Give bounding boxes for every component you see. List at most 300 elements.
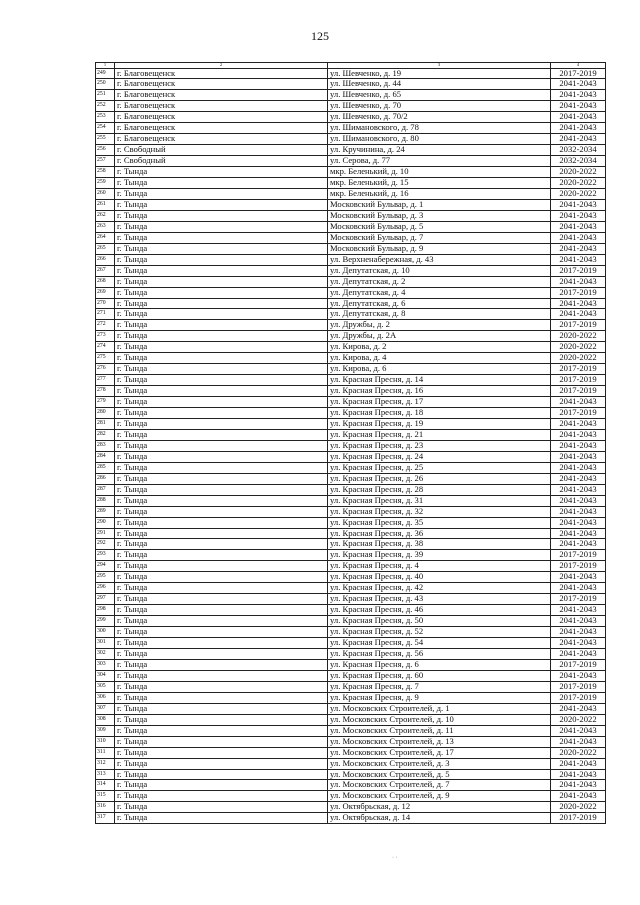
table-row <box>96 364 606 375</box>
city-cell: г. Тында <box>115 638 328 649</box>
city-cell: г. Тында <box>115 517 328 528</box>
period-cell: 2017-2019 <box>551 320 606 331</box>
table-row <box>96 221 606 232</box>
address-cell: ул. Красная Пресня, д. 6 <box>328 659 551 670</box>
address-cell: Московский Бульвар, д. 7 <box>328 232 551 243</box>
period-cell: 2041-2043 <box>551 605 606 616</box>
period-cell: 2020-2022 <box>551 188 606 199</box>
address-cell: ул. Московских Строителей, д. 10 <box>328 714 551 725</box>
period-cell: 2017-2019 <box>551 692 606 703</box>
city-cell: г. Тында <box>115 265 328 276</box>
period-cell: 2020-2022 <box>551 747 606 758</box>
period-cell: 2041-2043 <box>551 298 606 309</box>
row-number: 267 <box>96 265 115 276</box>
row-number: 255 <box>96 134 115 145</box>
period-cell: 2041-2043 <box>551 221 606 232</box>
address-cell: мкр. Беленький, д. 10 <box>328 167 551 178</box>
city-cell: г. Благовещенск <box>115 134 328 145</box>
table-row <box>96 528 606 539</box>
table-row <box>96 561 606 572</box>
table-row <box>96 320 606 331</box>
row-number: 289 <box>96 506 115 517</box>
address-cell: ул. Красная Пресня, д. 23 <box>328 440 551 451</box>
period-cell: 2017-2019 <box>551 408 606 419</box>
row-number: 288 <box>96 495 115 506</box>
table-row <box>96 386 606 397</box>
address-cell: ул. Красная Пресня, д. 24 <box>328 451 551 462</box>
city-cell: г. Тында <box>115 572 328 583</box>
table-row <box>96 572 606 583</box>
period-cell: 2041-2043 <box>551 495 606 506</box>
table-row <box>96 123 606 134</box>
period-cell: 2020-2022 <box>551 802 606 813</box>
period-cell: 2017-2019 <box>551 681 606 692</box>
row-number: 305 <box>96 681 115 692</box>
period-cell: 2041-2043 <box>551 440 606 451</box>
header-cell-1: 1 <box>96 63 115 69</box>
row-number: 308 <box>96 714 115 725</box>
address-cell: ул. Шимановского, д. 78 <box>328 123 551 134</box>
row-number: 314 <box>96 780 115 791</box>
address-cell: ул. Красная Пресня, д. 21 <box>328 429 551 440</box>
table-row <box>96 616 606 627</box>
row-number: 316 <box>96 802 115 813</box>
row-number: 253 <box>96 112 115 123</box>
address-cell: Московский Бульвар, д. 1 <box>328 199 551 210</box>
address-cell: ул. Московских Строителей, д. 1 <box>328 703 551 714</box>
period-cell: 2041-2043 <box>551 451 606 462</box>
address-cell: ул. Красная Пресня, д. 39 <box>328 550 551 561</box>
period-cell: 2041-2043 <box>551 528 606 539</box>
period-cell: 2041-2043 <box>551 134 606 145</box>
address-cell: ул. Красная Пресня, д. 35 <box>328 517 551 528</box>
row-number: 268 <box>96 276 115 287</box>
city-cell: г. Тында <box>115 188 328 199</box>
city-cell: г. Тында <box>115 210 328 221</box>
period-cell: 2041-2043 <box>551 649 606 660</box>
city-cell: г. Тында <box>115 484 328 495</box>
period-cell: 2041-2043 <box>551 254 606 265</box>
address-cell: ул. Красная Пресня, д. 16 <box>328 386 551 397</box>
scan-mark: · · <box>392 855 398 861</box>
period-cell: 2017-2019 <box>551 265 606 276</box>
table-row <box>96 68 606 79</box>
row-number: 294 <box>96 561 115 572</box>
row-number: 307 <box>96 703 115 714</box>
city-cell: г. Тында <box>115 353 328 364</box>
address-cell: ул. Октябрьская, д. 14 <box>328 813 551 824</box>
row-number: 286 <box>96 473 115 484</box>
city-cell: г. Благовещенск <box>115 79 328 90</box>
table-row <box>96 254 606 265</box>
address-cell: ул. Красная Пресня, д. 38 <box>328 539 551 550</box>
city-cell: г. Тында <box>115 736 328 747</box>
period-cell: 2041-2043 <box>551 473 606 484</box>
table-row <box>96 397 606 408</box>
period-cell: 2041-2043 <box>551 79 606 90</box>
page-number: 125 <box>311 29 329 43</box>
city-cell: г. Тында <box>115 802 328 813</box>
table-row <box>96 331 606 342</box>
table-row <box>96 419 606 430</box>
period-cell: 2041-2043 <box>551 517 606 528</box>
row-number: 313 <box>96 769 115 780</box>
city-cell: г. Тында <box>115 714 328 725</box>
table-row <box>96 178 606 189</box>
address-cell: ул. Московских Строителей, д. 9 <box>328 791 551 802</box>
row-number: 302 <box>96 649 115 660</box>
city-cell: г. Тында <box>115 495 328 506</box>
period-cell: 2041-2043 <box>551 462 606 473</box>
table-row <box>96 145 606 156</box>
address-cell: ул. Московских Строителей, д. 3 <box>328 758 551 769</box>
table-row <box>96 780 606 791</box>
city-cell: г. Тында <box>115 703 328 714</box>
period-cell: 2041-2043 <box>551 627 606 638</box>
row-number: 275 <box>96 353 115 364</box>
address-cell: ул. Шимановского, д. 80 <box>328 134 551 145</box>
address-cell: ул. Красная Пресня, д. 54 <box>328 638 551 649</box>
table-row <box>96 276 606 287</box>
period-cell: 2041-2043 <box>551 791 606 802</box>
period-cell: 2032-2034 <box>551 156 606 167</box>
city-cell: г. Тында <box>115 440 328 451</box>
table-row <box>96 353 606 364</box>
city-cell: г. Тында <box>115 627 328 638</box>
table-row <box>96 659 606 670</box>
period-cell: 2041-2043 <box>551 736 606 747</box>
row-number: 256 <box>96 145 115 156</box>
row-number: 292 <box>96 539 115 550</box>
period-cell: 2041-2043 <box>551 616 606 627</box>
address-cell: ул. Красная Пресня, д. 42 <box>328 583 551 594</box>
city-cell: г. Тында <box>115 670 328 681</box>
city-cell: г. Тында <box>115 780 328 791</box>
city-cell: г. Тында <box>115 276 328 287</box>
table-row <box>96 134 606 145</box>
period-cell: 2017-2019 <box>551 68 606 79</box>
row-number: 269 <box>96 287 115 298</box>
row-number: 311 <box>96 747 115 758</box>
address-cell: ул. Шевченко, д. 19 <box>328 68 551 79</box>
header-cell-3: 3 <box>328 63 551 69</box>
table-row <box>96 627 606 638</box>
address-cell: ул. Красная Пресня, д. 46 <box>328 605 551 616</box>
table-row <box>96 791 606 802</box>
city-cell: г. Тында <box>115 550 328 561</box>
address-cell: ул. Шевченко, д. 70/2 <box>328 112 551 123</box>
address-cell: ул. Московских Строителей, д. 5 <box>328 769 551 780</box>
address-cell: ул. Кирова, д. 6 <box>328 364 551 375</box>
address-cell: ул. Дружбы, д. 2А <box>328 331 551 342</box>
city-cell: г. Свободный <box>115 156 328 167</box>
city-cell: г. Тында <box>115 649 328 660</box>
period-cell: 2041-2043 <box>551 769 606 780</box>
address-cell: ул. Красная Пресня, д. 26 <box>328 473 551 484</box>
address-cell: ул. Красная Пресня, д. 50 <box>328 616 551 627</box>
address-cell: ул. Красная Пресня, д. 52 <box>328 627 551 638</box>
table-row <box>96 210 606 221</box>
table-row <box>96 243 606 254</box>
table-row <box>96 517 606 528</box>
address-cell: ул. Красная Пресня, д. 43 <box>328 594 551 605</box>
row-number: 304 <box>96 670 115 681</box>
row-number: 310 <box>96 736 115 747</box>
city-cell: г. Тында <box>115 462 328 473</box>
period-cell: 2020-2022 <box>551 167 606 178</box>
period-cell: 2041-2043 <box>551 101 606 112</box>
period-cell: 2041-2043 <box>551 112 606 123</box>
row-number: 260 <box>96 188 115 199</box>
table-row <box>96 232 606 243</box>
city-cell: г. Тында <box>115 254 328 265</box>
period-cell: 2017-2019 <box>551 386 606 397</box>
row-number: 273 <box>96 331 115 342</box>
period-cell: 2041-2043 <box>551 506 606 517</box>
table-row <box>96 156 606 167</box>
address-cell: ул. Красная Пресня, д. 9 <box>328 692 551 703</box>
table-row <box>96 462 606 473</box>
row-number: 276 <box>96 364 115 375</box>
city-cell: г. Тында <box>115 178 328 189</box>
table-row <box>96 101 606 112</box>
row-number: 262 <box>96 210 115 221</box>
address-cell: Московский Бульвар, д. 9 <box>328 243 551 254</box>
row-number: 300 <box>96 627 115 638</box>
table-row <box>96 309 606 320</box>
row-number: 287 <box>96 484 115 495</box>
row-number: 251 <box>96 90 115 101</box>
address-cell: ул. Красная Пресня, д. 14 <box>328 375 551 386</box>
row-number: 315 <box>96 791 115 802</box>
address-cell: ул. Красная Пресня, д. 25 <box>328 462 551 473</box>
table-row <box>96 451 606 462</box>
period-cell: 2017-2019 <box>551 375 606 386</box>
city-cell: г. Тында <box>115 397 328 408</box>
address-cell: ул. Кручинина, д. 24 <box>328 145 551 156</box>
table-row <box>96 90 606 101</box>
header-cell-2: 2 <box>115 63 328 69</box>
period-cell: 2041-2043 <box>551 725 606 736</box>
row-number: 282 <box>96 429 115 440</box>
city-cell: г. Тында <box>115 386 328 397</box>
address-cell: ул. Депутатская, д. 10 <box>328 265 551 276</box>
row-number: 303 <box>96 659 115 670</box>
address-cell: ул. Верхненабережная, д. 43 <box>328 254 551 265</box>
table-row <box>96 638 606 649</box>
period-cell: 2041-2043 <box>551 484 606 495</box>
table-row <box>96 265 606 276</box>
address-cell: ул. Шевченко, д. 70 <box>328 101 551 112</box>
address-cell: ул. Московских Строителей, д. 7 <box>328 780 551 791</box>
table-row <box>96 199 606 210</box>
period-cell: 2041-2043 <box>551 309 606 320</box>
table-row <box>96 287 606 298</box>
city-cell: г. Тында <box>115 791 328 802</box>
city-cell: г. Тында <box>115 232 328 243</box>
period-cell: 2017-2019 <box>551 287 606 298</box>
address-cell: ул. Серова, д. 77 <box>328 156 551 167</box>
address-cell: Московский Бульвар, д. 5 <box>328 221 551 232</box>
city-cell: г. Тында <box>115 419 328 430</box>
table-row <box>96 605 606 616</box>
row-number: 279 <box>96 397 115 408</box>
city-cell: г. Тында <box>115 539 328 550</box>
table-row <box>96 747 606 758</box>
table-row <box>96 681 606 692</box>
period-cell: 2041-2043 <box>551 703 606 714</box>
city-cell: г. Тында <box>115 298 328 309</box>
period-cell: 2017-2019 <box>551 813 606 824</box>
address-cell: ул. Красная Пресня, д. 28 <box>328 484 551 495</box>
row-number: 312 <box>96 758 115 769</box>
address-cell: ул. Красная Пресня, д. 18 <box>328 408 551 419</box>
table-row <box>96 703 606 714</box>
address-cell: ул. Октябрьская, д. 12 <box>328 802 551 813</box>
row-number: 263 <box>96 221 115 232</box>
city-cell: г. Тында <box>115 659 328 670</box>
city-cell: г. Тында <box>115 725 328 736</box>
address-cell: ул. Красная Пресня, д. 17 <box>328 397 551 408</box>
table-row <box>96 408 606 419</box>
row-number: 266 <box>96 254 115 265</box>
table-body <box>96 68 606 824</box>
row-number: 271 <box>96 309 115 320</box>
table-row <box>96 79 606 90</box>
address-cell: ул. Красная Пресня, д. 31 <box>328 495 551 506</box>
period-cell: 2041-2043 <box>551 199 606 210</box>
table-row <box>96 473 606 484</box>
table-row <box>96 813 606 824</box>
city-cell: г. Благовещенск <box>115 68 328 79</box>
city-cell: г. Тында <box>115 309 328 320</box>
address-cell: мкр. Беленький, д. 15 <box>328 178 551 189</box>
table-row <box>96 802 606 813</box>
city-cell: г. Тында <box>115 364 328 375</box>
row-number: 261 <box>96 199 115 210</box>
table-row <box>96 539 606 550</box>
row-number: 290 <box>96 517 115 528</box>
row-number: 280 <box>96 408 115 419</box>
address-cell: ул. Красная Пресня, д. 7 <box>328 681 551 692</box>
row-number: 285 <box>96 462 115 473</box>
row-number: 301 <box>96 638 115 649</box>
table-row <box>96 769 606 780</box>
row-number: 249 <box>96 68 115 79</box>
table-row <box>96 725 606 736</box>
address-cell: ул. Шевченко, д. 44 <box>328 79 551 90</box>
period-cell: 2041-2043 <box>551 243 606 254</box>
period-cell: 2041-2043 <box>551 397 606 408</box>
period-cell: 2041-2043 <box>551 758 606 769</box>
table-row <box>96 670 606 681</box>
row-number: 283 <box>96 440 115 451</box>
table-row <box>96 440 606 451</box>
row-number: 277 <box>96 375 115 386</box>
city-cell: г. Благовещенск <box>115 123 328 134</box>
period-cell: 2017-2019 <box>551 659 606 670</box>
row-number: 298 <box>96 605 115 616</box>
period-cell: 2017-2019 <box>551 550 606 561</box>
row-number: 278 <box>96 386 115 397</box>
city-cell: г. Тында <box>115 342 328 353</box>
address-cell: ул. Красная Пресня, д. 32 <box>328 506 551 517</box>
row-number: 306 <box>96 692 115 703</box>
period-cell: 2017-2019 <box>551 594 606 605</box>
period-cell: 2041-2043 <box>551 780 606 791</box>
period-cell: 2041-2043 <box>551 210 606 221</box>
city-cell: г. Тында <box>115 167 328 178</box>
row-number: 284 <box>96 451 115 462</box>
city-cell: г. Тында <box>115 331 328 342</box>
table-row <box>96 484 606 495</box>
row-number: 258 <box>96 167 115 178</box>
row-number: 250 <box>96 79 115 90</box>
row-number: 317 <box>96 813 115 824</box>
city-cell: г. Тында <box>115 451 328 462</box>
city-cell: г. Тында <box>115 528 328 539</box>
row-number: 254 <box>96 123 115 134</box>
city-cell: г. Тында <box>115 221 328 232</box>
table-row <box>96 550 606 561</box>
city-cell: г. Тында <box>115 320 328 331</box>
table-row <box>96 594 606 605</box>
table-row <box>96 342 606 353</box>
row-number: 295 <box>96 572 115 583</box>
city-cell: г. Тында <box>115 692 328 703</box>
address-cell: ул. Московских Строителей, д. 11 <box>328 725 551 736</box>
city-cell: г. Тында <box>115 408 328 419</box>
housing-schedule-table <box>95 62 606 824</box>
period-cell: 2041-2043 <box>551 583 606 594</box>
address-cell: Московский Бульвар, д. 3 <box>328 210 551 221</box>
period-cell: 2041-2043 <box>551 429 606 440</box>
address-cell: ул. Московских Строителей, д. 13 <box>328 736 551 747</box>
period-cell: 2041-2043 <box>551 232 606 243</box>
city-cell: г. Благовещенск <box>115 112 328 123</box>
table-row <box>96 375 606 386</box>
row-number: 309 <box>96 725 115 736</box>
table-row <box>96 429 606 440</box>
city-cell: г. Тында <box>115 813 328 824</box>
city-cell: г. Тында <box>115 605 328 616</box>
period-cell: 2020-2022 <box>551 178 606 189</box>
city-cell: г. Тында <box>115 747 328 758</box>
address-cell: ул. Красная Пресня, д. 56 <box>328 649 551 660</box>
table-row <box>96 112 606 123</box>
city-cell: г. Тында <box>115 594 328 605</box>
address-cell: ул. Кирова, д. 2 <box>328 342 551 353</box>
address-cell: ул. Депутатская, д. 8 <box>328 309 551 320</box>
address-cell: ул. Дружбы, д. 2 <box>328 320 551 331</box>
city-cell: г. Тында <box>115 287 328 298</box>
table-row <box>96 298 606 309</box>
row-number: 281 <box>96 419 115 430</box>
period-cell: 2041-2043 <box>551 638 606 649</box>
row-number: 299 <box>96 616 115 627</box>
table-row <box>96 692 606 703</box>
table-row <box>96 714 606 725</box>
period-cell: 2041-2043 <box>551 123 606 134</box>
period-cell: 2032-2034 <box>551 145 606 156</box>
address-cell: ул. Депутатская, д. 2 <box>328 276 551 287</box>
period-cell: 2020-2022 <box>551 714 606 725</box>
period-cell: 2041-2043 <box>551 276 606 287</box>
city-cell: г. Тында <box>115 583 328 594</box>
row-number: 264 <box>96 232 115 243</box>
row-number: 259 <box>96 178 115 189</box>
address-cell: ул. Депутатская, д. 6 <box>328 298 551 309</box>
